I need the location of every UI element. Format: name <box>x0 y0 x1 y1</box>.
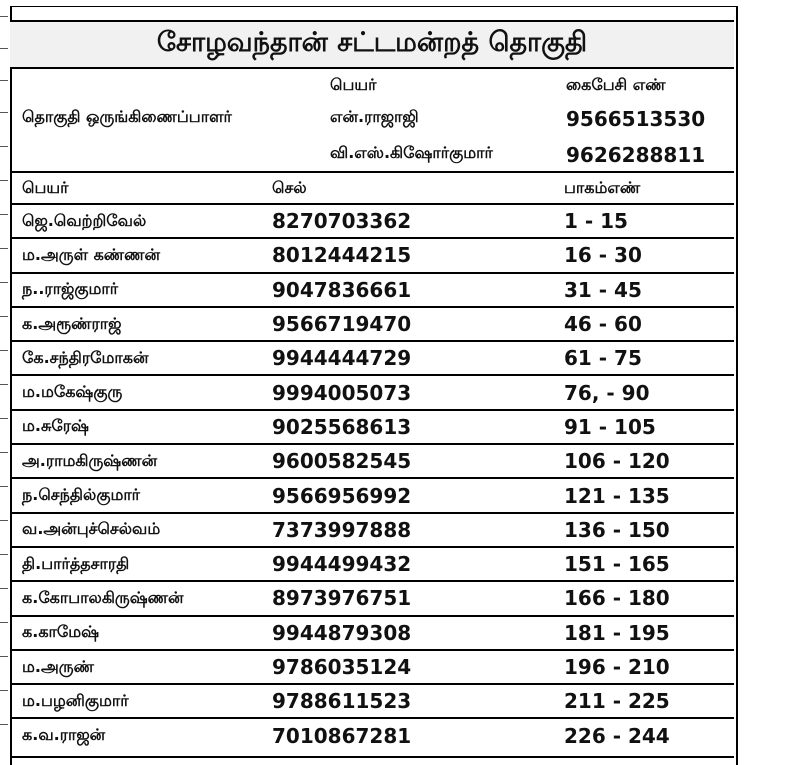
margin-tick <box>0 146 8 147</box>
cell-name: வ.அன்புச்செல்வம் <box>10 513 260 547</box>
coordinator-name: என்.ராஜாஜி <box>330 107 419 126</box>
cell-part: 181 - 195 <box>552 616 734 650</box>
cell-name: ம.அருள் கண்ணன் <box>10 238 260 272</box>
cell-part: 16 - 30 <box>552 238 734 272</box>
margin-tick <box>0 350 8 351</box>
margin-tick <box>0 486 8 487</box>
table-row <box>10 478 734 512</box>
cell-part: 121 - 135 <box>552 478 734 512</box>
coordinator-phone-header: கைபேசி எண் <box>566 75 666 94</box>
cell-cell: 9994005073 <box>260 375 552 409</box>
cell-name: ம.பழனிகுமார் <box>10 684 260 718</box>
cell-part: 91 - 105 <box>552 410 734 444</box>
cell-name: ஜெ.வெற்றிவேல் <box>10 204 260 238</box>
cell-cell: 9786035124 <box>260 650 552 684</box>
margin-tick <box>0 724 8 725</box>
cell-cell: 9788611523 <box>260 684 552 718</box>
table-row <box>10 341 734 375</box>
cell-part: 76, - 90 <box>552 375 734 409</box>
cell-part: 106 - 120 <box>552 444 734 478</box>
table-row <box>10 204 734 238</box>
margin-tick <box>0 48 8 49</box>
table-header-row <box>10 172 734 204</box>
cell-part: 136 - 150 <box>552 513 734 547</box>
table-row <box>10 375 734 409</box>
table-row <box>10 684 734 718</box>
cell-name: க.வ.ராஜன் <box>10 718 260 751</box>
cell-part: 1 - 15 <box>552 204 734 238</box>
cell-part: 61 - 75 <box>552 341 734 375</box>
table-row <box>10 444 734 478</box>
bottom-border <box>10 756 734 758</box>
cell-name: ம.சுரேஷ் <box>10 410 260 444</box>
table-row <box>10 616 734 650</box>
cell-name: ம.அருண் <box>10 650 260 684</box>
cell-name: ந.செந்தில்குமார் <box>10 478 260 512</box>
margin-tick <box>0 554 8 555</box>
cell-cell: 9566719470 <box>260 307 552 341</box>
cell-part: 196 - 210 <box>552 650 734 684</box>
margin-tick <box>0 622 8 623</box>
margin-tick <box>0 452 8 453</box>
table-row <box>10 273 734 307</box>
table-row <box>10 513 734 547</box>
margin-tick <box>0 16 8 17</box>
cell-part: 151 - 165 <box>552 547 734 581</box>
coordinator-phone: 9626288811 <box>566 143 706 167</box>
coordinator-phone: 9566513530 <box>566 107 706 131</box>
margin-tick <box>0 418 8 419</box>
margin-tick <box>0 588 8 589</box>
cell-name: தி.பார்த்தசாரதி <box>10 547 260 581</box>
margin-tick <box>0 316 8 317</box>
margin-tick <box>0 656 8 657</box>
cell-name: ம.மகேஷ்குரு <box>10 375 260 409</box>
column-header-cell: செல் <box>260 172 552 204</box>
table-row <box>10 238 734 272</box>
cell-name: ந..ராஜ்குமார் <box>10 273 260 307</box>
margin-tick <box>0 248 8 249</box>
page-title: சோழவந்தான் சட்டமன்றத் தொகுதி <box>10 20 734 69</box>
cell-cell: 9600582545 <box>260 444 552 478</box>
cell-cell: 9944444729 <box>260 341 552 375</box>
coordinator-section <box>10 67 734 171</box>
margin-tick <box>0 384 8 385</box>
cell-part: 166 - 180 <box>552 581 734 615</box>
margin-tick <box>0 214 8 215</box>
column-header-name: பெயர் <box>10 172 260 204</box>
cell-part: 46 - 60 <box>552 307 734 341</box>
cell-name: கே.சந்திரமோகன் <box>10 341 260 375</box>
cell-cell: 9025568613 <box>260 410 552 444</box>
table-row <box>10 410 734 444</box>
margin-tick <box>0 80 8 81</box>
cell-cell: 8973976751 <box>260 581 552 615</box>
margin-tick <box>0 282 8 283</box>
table-row <box>10 581 734 615</box>
cell-cell: 9566956992 <box>260 478 552 512</box>
cell-name: க.காமேஷ் <box>10 616 260 650</box>
volunteer-table <box>10 171 734 752</box>
cell-cell: 7373997888 <box>260 513 552 547</box>
coordinator-role-label: தொகுதி ஒருங்கிணைப்பாளர் <box>22 107 232 126</box>
margin-tick <box>0 180 8 181</box>
coordinator-name-header: பெயர் <box>330 75 377 94</box>
cell-cell: 9944499432 <box>260 547 552 581</box>
cell-part: 211 - 225 <box>552 684 734 718</box>
cell-cell: 9047836661 <box>260 273 552 307</box>
cell-name: க.அரூண்ராஜ் <box>10 307 260 341</box>
table-row <box>10 718 734 751</box>
column-header-part: பாகம்எண் <box>552 172 734 204</box>
cell-part: 31 - 45 <box>552 273 734 307</box>
table-row <box>10 650 734 684</box>
cell-part: 226 - 244 <box>552 718 734 751</box>
margin-tick <box>0 520 8 521</box>
cell-cell: 9944879308 <box>260 616 552 650</box>
cell-cell: 7010867281 <box>260 718 552 751</box>
margin-tick <box>0 112 8 113</box>
margin-tick-marks <box>0 0 10 764</box>
coordinator-name: வி.எஸ்.கிஷோர்குமார் <box>330 143 493 162</box>
margin-tick <box>0 690 8 691</box>
cell-cell: 8012444215 <box>260 238 552 272</box>
table-row <box>10 307 734 341</box>
table-row <box>10 547 734 581</box>
cell-cell: 8270703362 <box>260 204 552 238</box>
cell-name: க.கோபாலகிருஷ்ணன் <box>10 581 260 615</box>
cell-name: அ.ராமகிருஷ்ணன் <box>10 444 260 478</box>
